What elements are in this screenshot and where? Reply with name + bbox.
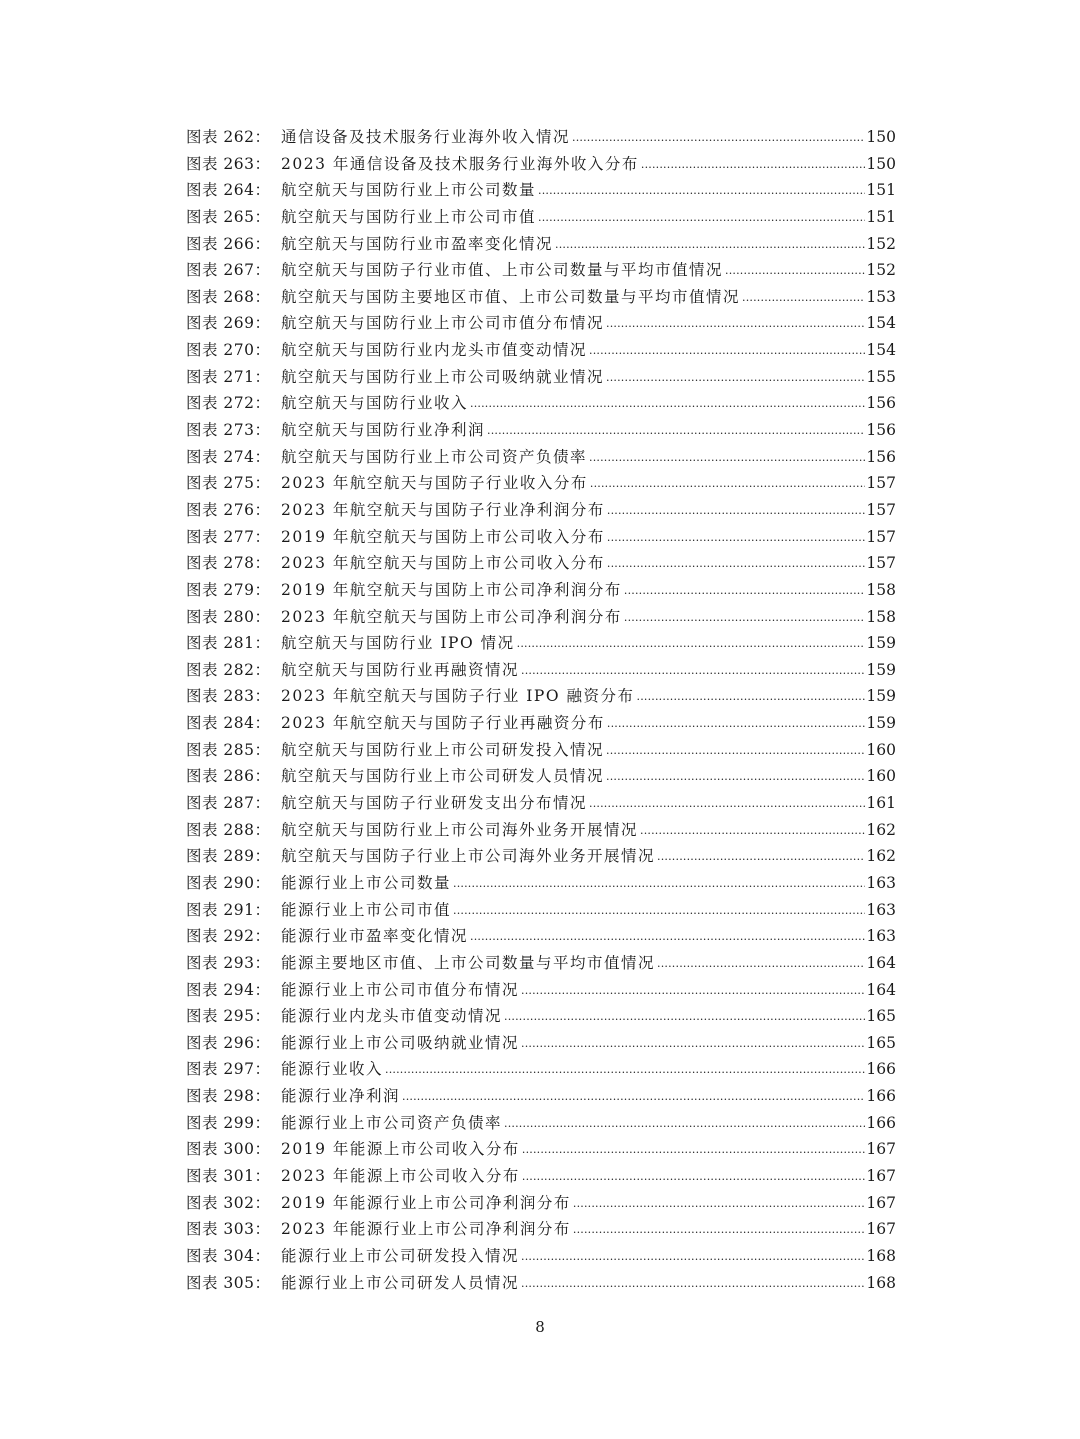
toc-entry-title: 航空航天与国防行业上市公司研发投入情况 <box>281 740 605 759</box>
toc-entry-title: 航空航天与国防行业上市公司数量 <box>281 181 537 200</box>
toc-entry[interactable] <box>186 1136 896 1163</box>
toc-entry[interactable] <box>186 1003 896 1030</box>
toc-entry[interactable] <box>186 1163 896 1190</box>
toc-entry-label: 图表 293： <box>186 953 271 972</box>
toc-entry-label: 图表 277： <box>186 527 271 546</box>
toc-entry-page: 157 <box>866 474 896 493</box>
toc-entry[interactable] <box>186 817 896 844</box>
toc-entry-title: 能源行业上市公司研发人员情况 <box>281 1273 520 1292</box>
toc-entry-label: 图表 301： <box>186 1166 271 1185</box>
toc-entry[interactable] <box>186 1216 896 1243</box>
toc-entry-page: 167 <box>866 1193 896 1212</box>
toc-entry-label: 图表 290： <box>186 873 271 892</box>
toc-entry-page: 150 <box>866 128 896 146</box>
toc-entry-title: 能源行业上市公司研发投入情况 <box>281 1246 520 1265</box>
toc-dot-leader <box>637 682 866 711</box>
toc-entry-label: 图表 303： <box>186 1220 271 1239</box>
toc-entry-title: 航空航天与国防行业上市公司市值分布情况 <box>281 314 605 333</box>
toc-entry-title: 能源行业上市公司数量 <box>281 873 452 892</box>
toc-entry-title: 航空航天与国防行业上市公司市值 <box>281 207 537 226</box>
toc-entry[interactable] <box>186 630 896 657</box>
toc-entry[interactable] <box>186 497 896 524</box>
page-number: 8 <box>535 1318 545 1336</box>
toc-entry-label: 图表 263： <box>186 154 271 173</box>
toc-entry-label: 图表 289： <box>186 847 271 866</box>
toc-entry-title: 航空航天与国防行业市盈率变化情况 <box>281 234 554 253</box>
toc-entry-label: 图表 304： <box>186 1246 271 1265</box>
toc-entry-title: 能源行业上市公司市值分布情况 <box>281 980 520 999</box>
toc-entry-title: 航空航天与国防行业 IPO 情况 <box>281 634 515 653</box>
toc-entry-label: 图表 267： <box>186 261 271 280</box>
toc-entry[interactable] <box>186 417 896 444</box>
toc-dot-leader <box>624 603 866 632</box>
toc-entry-title: 能源主要地区市值、上市公司数量与平均市值情况 <box>281 953 656 972</box>
toc-dot-leader <box>573 1215 866 1244</box>
toc-entry[interactable] <box>186 310 896 337</box>
toc-entry[interactable] <box>186 843 896 870</box>
toc-entry[interactable] <box>186 524 896 551</box>
toc-entry-label: 图表 296： <box>186 1033 271 1052</box>
toc-entry-label: 图表 286： <box>186 767 271 786</box>
toc-entry-label: 图表 279： <box>186 580 271 599</box>
toc-entry-label: 图表 284： <box>186 714 271 733</box>
toc-entry-page: 162 <box>866 820 896 839</box>
toc-entry-page: 165 <box>866 1033 896 1052</box>
toc-entry-title: 航空航天与国防子行业市值、上市公司数量与平均市值情况 <box>281 261 724 280</box>
toc-entry[interactable] <box>186 470 896 497</box>
toc-entry[interactable] <box>186 1243 896 1270</box>
toc-entry-page: 167 <box>866 1140 896 1159</box>
toc-entry-title: 航空航天与国防行业上市公司研发人员情况 <box>281 767 605 786</box>
toc-entry[interactable] <box>186 790 896 817</box>
toc-dot-leader <box>590 469 866 498</box>
toc-entry-page: 162 <box>866 847 896 866</box>
toc-entry-label: 图表 294： <box>186 980 271 999</box>
toc-dot-leader <box>470 922 865 951</box>
toc-entry[interactable] <box>186 390 896 417</box>
toc-entry-label: 图表 268： <box>186 287 271 306</box>
toc-entry-page: 164 <box>866 953 896 972</box>
toc-entry-page: 156 <box>866 447 896 466</box>
toc-entry-label: 图表 269： <box>186 314 271 333</box>
toc-entry-title: 2023 年通信设备及技术服务行业海外收入分布 <box>281 154 639 173</box>
toc-entry-label: 图表 287： <box>186 794 271 813</box>
toc-entry-label: 图表 295： <box>186 1007 271 1026</box>
toc-entry[interactable] <box>186 444 896 471</box>
toc-entry-title: 2019 年能源上市公司收入分布 <box>281 1140 520 1159</box>
toc-entry-label: 图表 270： <box>186 341 271 360</box>
toc-entry-page: 167 <box>866 1166 896 1185</box>
toc-entry-label: 图表 298： <box>186 1087 271 1106</box>
toc-entry-title: 航空航天与国防行业上市公司资产负债率 <box>281 447 588 466</box>
toc-entry-title: 能源行业上市公司吸纳就业情况 <box>281 1033 520 1052</box>
toc-entry-label: 图表 274： <box>186 447 271 466</box>
toc-dot-leader <box>657 949 865 978</box>
toc-dot-leader <box>522 1162 866 1191</box>
toc-entry[interactable] <box>186 1030 896 1057</box>
toc-dot-leader <box>742 283 865 312</box>
toc-entry[interactable] <box>186 710 896 737</box>
toc-entry-page: 157 <box>866 527 896 546</box>
toc-entry-title: 能源行业上市公司资产负债率 <box>281 1113 503 1132</box>
toc-entry[interactable] <box>186 897 896 924</box>
toc-entry-page: 154 <box>866 314 896 333</box>
toc-entry-title: 2023 年航空航天与国防上市公司净利润分布 <box>281 607 622 626</box>
toc-entry-page: 158 <box>866 580 896 599</box>
toc-dot-leader <box>589 443 865 472</box>
toc-entry[interactable] <box>186 950 896 977</box>
toc-dot-leader <box>538 203 865 232</box>
toc-dot-leader <box>589 789 865 818</box>
toc-dot-leader <box>607 709 866 738</box>
toc-entry-label: 图表 291： <box>186 900 271 919</box>
toc-dot-leader <box>572 123 865 152</box>
toc-entry-label: 图表 280： <box>186 607 271 626</box>
toc-entry-title: 航空航天与国防主要地区市值、上市公司数量与平均市值情况 <box>281 287 741 306</box>
toc-entry-title: 航空航天与国防行业上市公司吸纳就业情况 <box>281 367 605 386</box>
toc-entry-page: 159 <box>866 660 896 679</box>
toc-dot-leader <box>453 896 865 925</box>
toc-dot-leader <box>504 1109 865 1138</box>
toc-entry[interactable] <box>186 1270 896 1297</box>
toc-dot-leader <box>521 1029 865 1058</box>
toc-entry-label: 图表 262： <box>186 128 271 146</box>
toc-entry-title: 航空航天与国防行业净利润 <box>281 421 486 440</box>
toc-entry-label: 图表 300： <box>186 1140 271 1159</box>
toc-entry-page: 152 <box>866 234 896 253</box>
toc-entry-title: 2023 年航空航天与国防上市公司收入分布 <box>281 554 605 573</box>
toc-entry[interactable] <box>186 1056 896 1083</box>
toc-entry-label: 图表 278： <box>186 554 271 573</box>
toc-entry[interactable] <box>186 231 896 258</box>
toc-entry[interactable] <box>186 204 896 231</box>
toc-dot-leader <box>725 256 865 285</box>
toc-entry-page: 164 <box>866 980 896 999</box>
toc-entry[interactable] <box>186 870 896 897</box>
toc-entry-page: 157 <box>866 554 896 573</box>
toc-entry[interactable] <box>186 177 896 204</box>
toc-entry-page: 161 <box>866 794 896 813</box>
toc-entry-page: 154 <box>866 341 896 360</box>
toc-entry[interactable] <box>186 151 896 178</box>
toc-entry[interactable] <box>186 923 896 950</box>
toc-entry[interactable] <box>186 737 896 764</box>
toc-dot-leader <box>607 549 866 578</box>
toc-entry-page: 150 <box>866 154 896 173</box>
toc-entry-page: 166 <box>866 1087 896 1106</box>
toc-entry-page: 155 <box>866 367 896 386</box>
toc-entry[interactable] <box>186 577 896 604</box>
toc-dot-leader <box>573 1189 866 1218</box>
toc-entry-title: 2023 年航空航天与国防子行业净利润分布 <box>281 500 605 519</box>
toc-dot-leader <box>589 336 865 365</box>
toc-dot-leader <box>606 762 865 791</box>
toc-entry-label: 图表 276： <box>186 500 271 519</box>
toc-dot-leader <box>402 1082 865 1111</box>
toc-entry-page: 158 <box>866 607 896 626</box>
toc-entry-label: 图表 292： <box>186 927 271 946</box>
toc-entry-title: 2023 年航空航天与国防子行业收入分布 <box>281 474 588 493</box>
toc-entry[interactable] <box>186 257 896 284</box>
toc-dot-leader <box>521 656 865 685</box>
toc-entry-page: 168 <box>866 1273 896 1292</box>
toc-entry-page: 168 <box>866 1246 896 1265</box>
toc-entry-title: 航空航天与国防子行业上市公司海外业务开展情况 <box>281 847 656 866</box>
toc-entry-page: 152 <box>866 261 896 280</box>
toc-dot-leader <box>555 230 865 259</box>
toc-entry[interactable] <box>186 763 896 790</box>
toc-dot-leader <box>607 496 866 525</box>
toc-entry-title: 2019 年航空航天与国防上市公司净利润分布 <box>281 580 622 599</box>
toc-entry-title: 2023 年航空航天与国防子行业再融资分布 <box>281 714 605 733</box>
toc-entry[interactable] <box>186 683 896 710</box>
toc-entry-page: 167 <box>866 1220 896 1239</box>
toc-entry-page: 159 <box>866 634 896 653</box>
toc-entry-page: 151 <box>866 181 896 200</box>
toc-entry-page: 153 <box>866 287 896 306</box>
toc-dot-leader <box>607 523 866 552</box>
toc-entry-title: 航空航天与国防行业内龙头市值变动情况 <box>281 341 588 360</box>
toc-entry-page: 165 <box>866 1007 896 1026</box>
toc-entry-label: 图表 265： <box>186 207 271 226</box>
toc-entry-label: 图表 282： <box>186 660 271 679</box>
toc-entry[interactable] <box>186 364 896 391</box>
toc-entry[interactable] <box>186 337 896 364</box>
toc-entry[interactable] <box>186 284 896 311</box>
toc-dot-leader <box>641 150 866 179</box>
toc-entry[interactable] <box>186 550 896 577</box>
toc-entry-title: 2023 年能源上市公司收入分布 <box>281 1166 520 1185</box>
toc-dot-leader <box>538 176 865 205</box>
toc-dot-leader <box>487 416 865 445</box>
toc-entry-label: 图表 305： <box>186 1273 271 1292</box>
toc-entry-page: 163 <box>866 900 896 919</box>
toc-entry-page: 163 <box>866 873 896 892</box>
toc-dot-leader <box>521 976 865 1005</box>
toc-entry[interactable] <box>186 977 896 1004</box>
table-of-figures <box>186 124 896 1296</box>
toc-dot-leader <box>521 1269 865 1298</box>
toc-entry[interactable] <box>186 604 896 631</box>
toc-dot-leader <box>517 629 866 658</box>
toc-entry[interactable] <box>186 657 896 684</box>
toc-entry-label: 图表 271： <box>186 367 271 386</box>
toc-entry-title: 能源行业内龙头市值变动情况 <box>281 1007 503 1026</box>
toc-entry-label: 图表 281： <box>186 634 271 653</box>
toc-entry-page: 156 <box>866 394 896 413</box>
toc-entry-title: 通信设备及技术服务行业海外收入情况 <box>281 128 571 146</box>
toc-entry-label: 图表 283： <box>186 687 271 706</box>
toc-entry-title: 航空航天与国防行业收入 <box>281 394 469 413</box>
toc-entry-label: 图表 273： <box>186 421 271 440</box>
toc-dot-leader <box>606 736 865 765</box>
toc-entry-page: 159 <box>866 714 896 733</box>
toc-entry-title: 2019 年能源行业上市公司净利润分布 <box>281 1193 571 1212</box>
toc-dot-leader <box>606 309 865 338</box>
toc-entry-title: 航空航天与国防行业再融资情况 <box>281 660 520 679</box>
toc-dot-leader <box>522 1135 866 1164</box>
toc-entry-label: 图表 266： <box>186 234 271 253</box>
toc-entry-title: 能源行业上市公司市值 <box>281 900 452 919</box>
toc-entry-title: 2019 年航空航天与国防上市公司收入分布 <box>281 527 605 546</box>
toc-entry-label: 图表 297： <box>186 1060 271 1079</box>
toc-entry-title: 能源行业净利润 <box>281 1087 401 1106</box>
toc-entry-label: 图表 285： <box>186 740 271 759</box>
toc-entry-label: 图表 288： <box>186 820 271 839</box>
toc-entry[interactable] <box>186 124 896 151</box>
toc-entry-title: 能源行业收入 <box>281 1060 384 1079</box>
toc-entry-page: 163 <box>866 927 896 946</box>
toc-dot-leader <box>606 363 865 392</box>
toc-entry-page: 160 <box>866 767 896 786</box>
toc-entry-title: 航空航天与国防子行业研发支出分布情况 <box>281 794 588 813</box>
toc-entry-title: 2023 年能源行业上市公司净利润分布 <box>281 1220 571 1239</box>
toc-entry[interactable] <box>186 1110 896 1137</box>
toc-entry-page: 156 <box>866 421 896 440</box>
toc-entry-label: 图表 275： <box>186 474 271 493</box>
toc-entry-page: 166 <box>866 1060 896 1079</box>
toc-entry-label: 图表 264： <box>186 181 271 200</box>
toc-entry-page: 157 <box>866 500 896 519</box>
toc-dot-leader <box>624 576 866 605</box>
toc-entry-page: 160 <box>866 740 896 759</box>
toc-dot-leader <box>504 1002 865 1031</box>
toc-entry-page: 166 <box>866 1113 896 1132</box>
toc-dot-leader <box>453 869 865 898</box>
toc-entry-page: 151 <box>866 207 896 226</box>
toc-entry[interactable] <box>186 1190 896 1217</box>
toc-entry-title: 2023 年航空航天与国防子行业 IPO 融资分布 <box>281 687 635 706</box>
toc-entry-title: 能源行业市盈率变化情况 <box>281 927 469 946</box>
toc-entry-label: 图表 299： <box>186 1113 271 1132</box>
toc-dot-leader <box>470 389 865 418</box>
toc-dot-leader <box>521 1242 865 1271</box>
toc-entry-page: 159 <box>866 687 896 706</box>
toc-dot-leader <box>657 842 865 871</box>
toc-entry[interactable] <box>186 1083 896 1110</box>
toc-entry-label: 图表 302： <box>186 1193 271 1212</box>
toc-entry-label: 图表 272： <box>186 394 271 413</box>
toc-entry-title: 航空航天与国防行业上市公司海外业务开展情况 <box>281 820 639 839</box>
toc-dot-leader <box>385 1055 865 1084</box>
toc-dot-leader <box>640 816 865 845</box>
